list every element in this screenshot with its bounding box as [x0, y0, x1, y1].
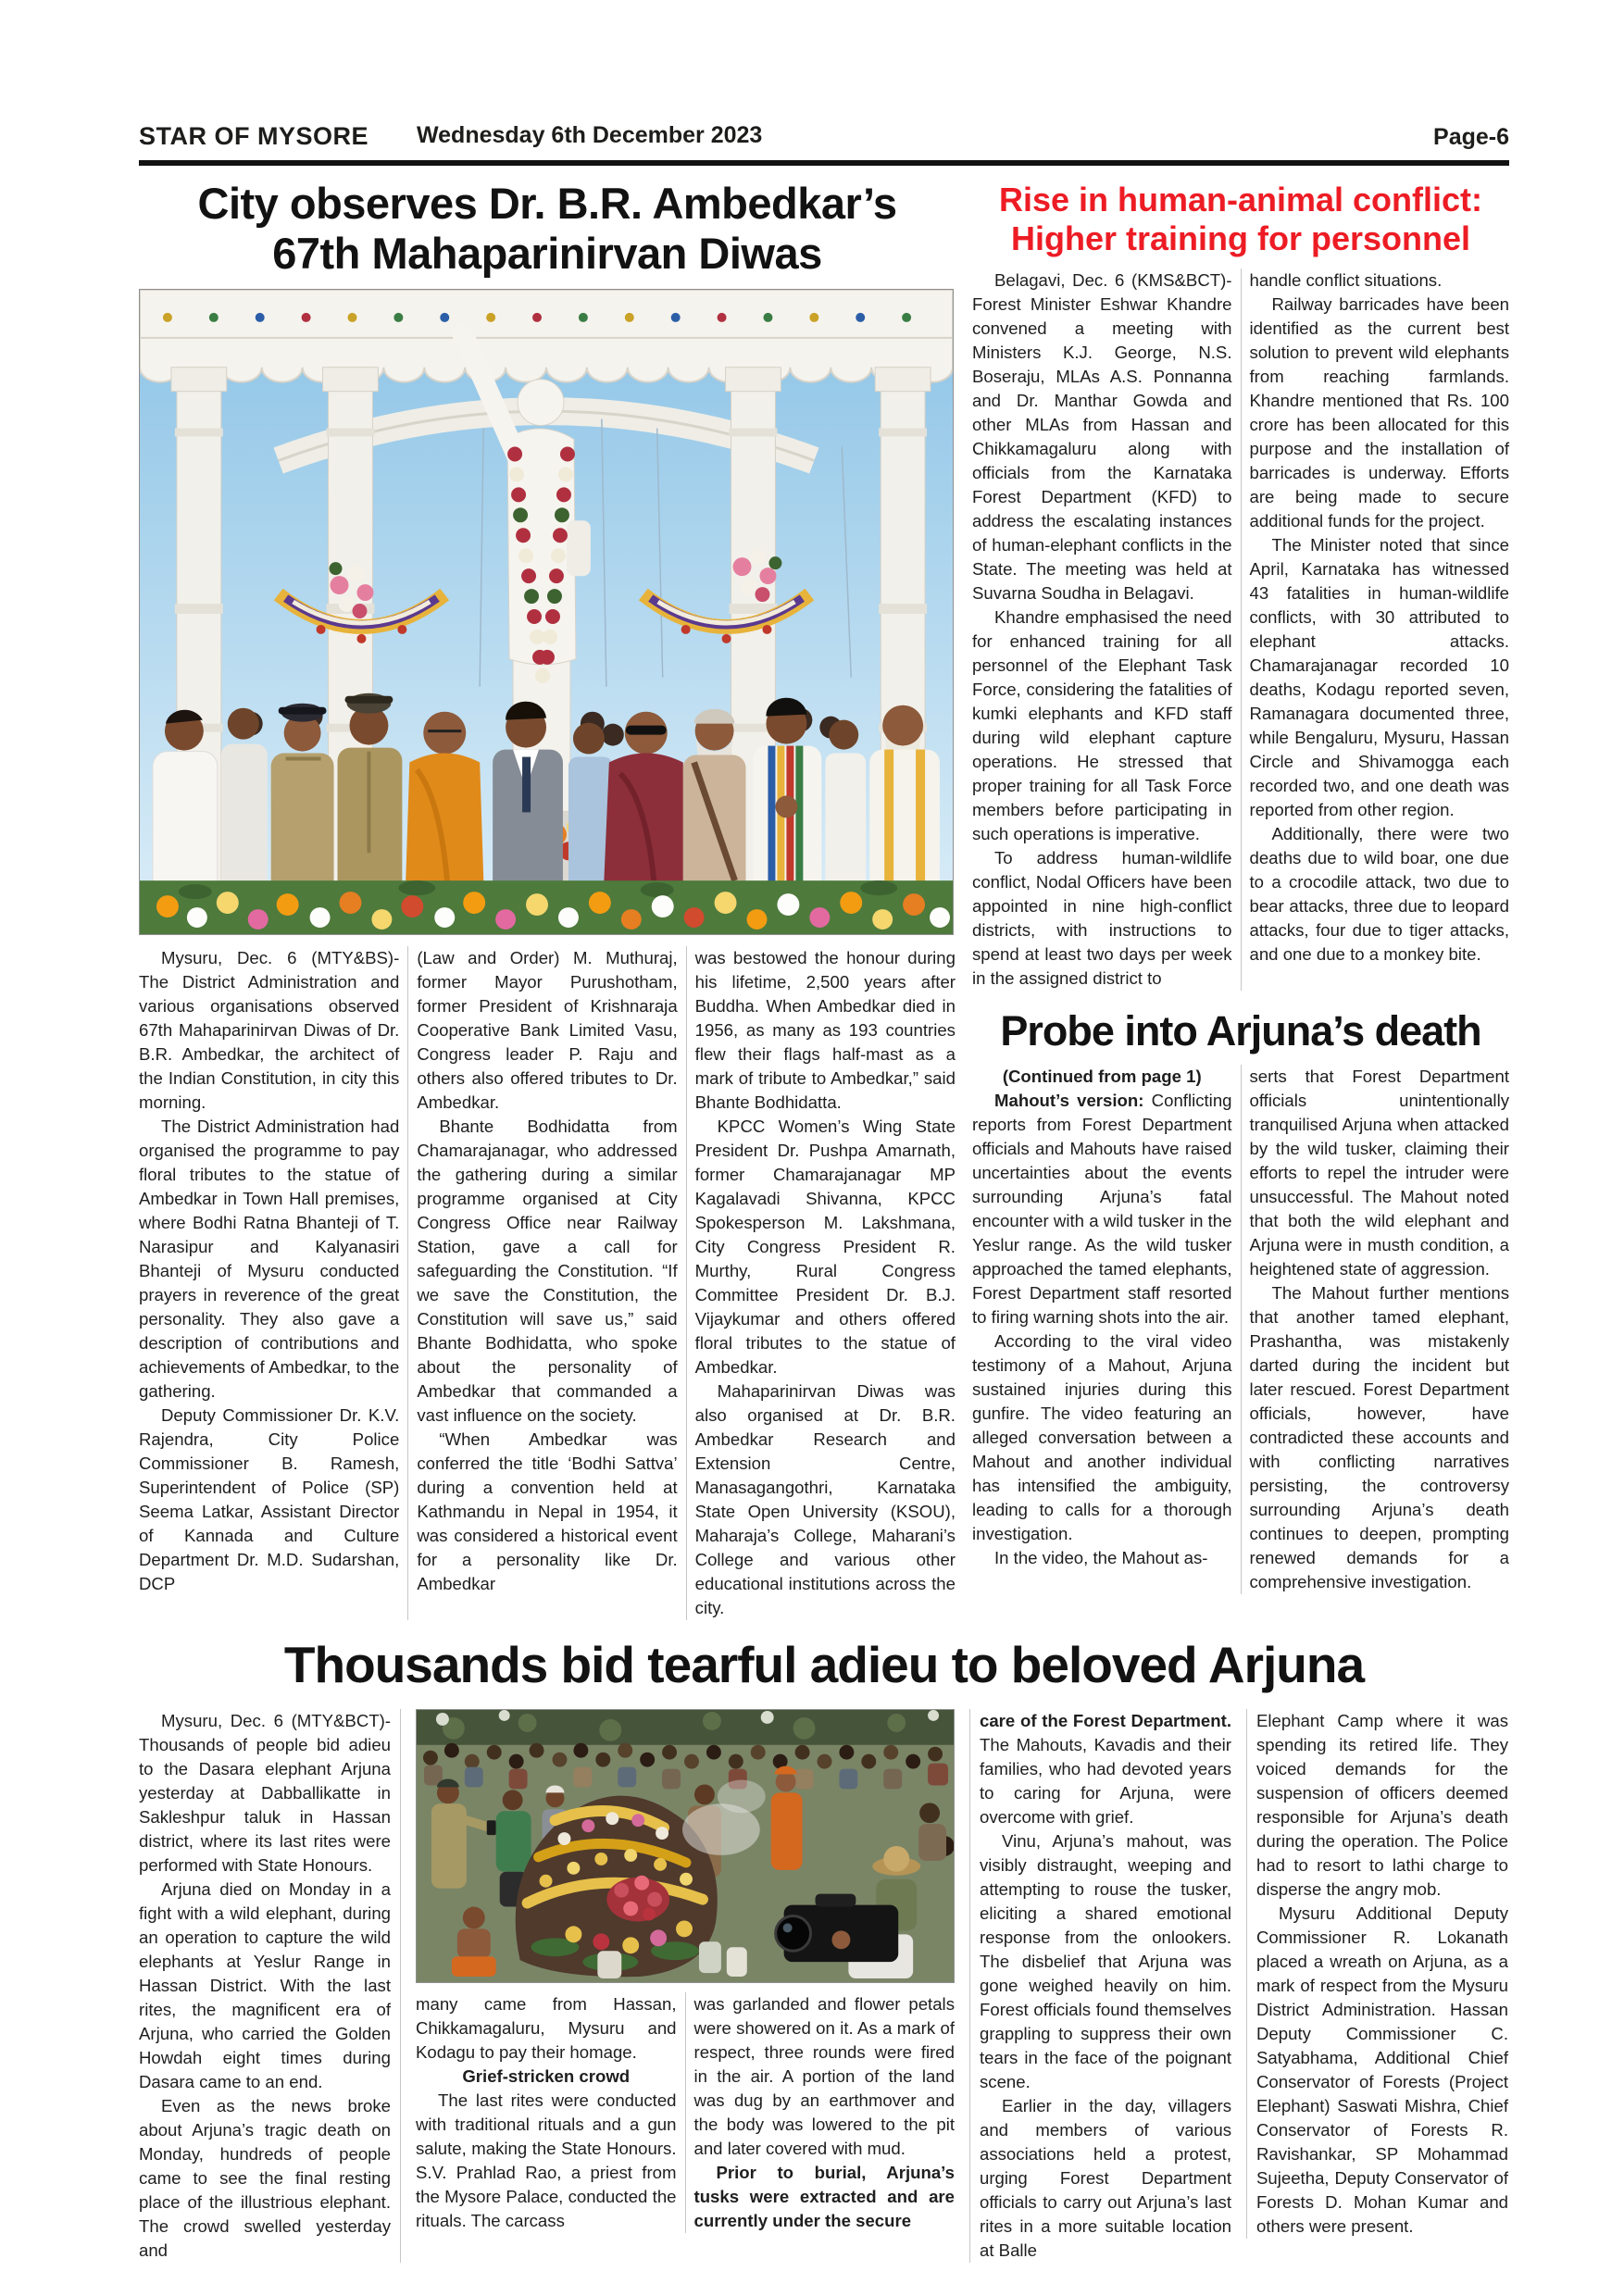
paragraph: was garlanded and flower petals were showered on it. As a mark of respect, three rounds were fired in the air. A portion of the land was dug by an earthmover and the body was lowered to the pit and later covered with mud.: [693, 1994, 955, 2159]
paragraph: (Law and Order) M. Muthuraj, former Mayor Purushotham, former President of Krishnaraja Cooperative Bank Limited Vasu, Congress leader P. Raju and others also offered tributes to Dr. Ambedkar.: [417, 948, 678, 1113]
probe-body: [972, 1065, 1509, 1594]
ambedkar-statue-floral-tribute-photo: [139, 289, 954, 935]
paragraph: In the video, the Mahout as-: [994, 1547, 1208, 1567]
paragraph: The last rites were conducted with traditional rituals and a gun salute, making the State Honours. S.V. Prahlad Rao, a priest from the Mysore Palace, conducted the rituals. The carcass: [416, 2090, 677, 2231]
probe-headline: Probe into Arjuna’s death: [1000, 1006, 1481, 1054]
arjuna-headline: Thousands bid tearful adieu to beloved Arjuna: [283, 1636, 1365, 1694]
header-rule: [139, 160, 1509, 166]
paragraph: handle conflict situations.: [1249, 269, 1443, 290]
article-arjuna-farewell: [139, 1635, 1509, 2263]
masthead: STAR OF MYSORE: [139, 122, 369, 150]
edition-date: Wednesday 6th December 2023: [417, 122, 763, 148]
conflict-col-1: [972, 268, 1242, 991]
arjuna-col-2: [416, 1992, 686, 2233]
mahaparinirvan-body: [139, 946, 956, 1620]
paragraph: Arjuna died on Monday in a fight with a wild elephant, during an operation to capture the wild elephants at Yeslur Range in Hassan District. With the last rites, the magnificent era of Arjuna, who carried the Golden Howdah eight times during Dasara came to an end.: [139, 1879, 391, 2092]
conflict-headline-line-2: Higher training for personnel: [1010, 219, 1471, 258]
paragraph: Mysuru, Dec. 6 (MTY&BCT)- Thousands of people bid adieu to the Dasara elephant Arjuna yesterday at Dabballikatte in Sakleshpur taluk in Hassan district, where its last rites were performed with State Honours.: [139, 1711, 391, 1876]
arjuna-col-5: [1246, 1709, 1508, 2239]
paragraph: Additionally, there were two deaths due to wild boar, one due to a crocodile attack, two due to bear attacks, three due to leopard attacks, four due to tiger attacks, and one due to a monkey bite.: [1249, 823, 1509, 964]
arjuna-col-4: [969, 1709, 1231, 2263]
probe-col-1: [972, 1065, 1242, 1594]
arjuna-mid-cols: [416, 1992, 955, 2233]
paragraph: Belagavi, Dec. 6 (KMS&BCT)- Forest Minister Eshwar Khandre convened a meeting with Ministers K.J. George, N.S. Boseraju, MLAs A.S. Ponnanna and Dr. Manthar Gowda and other MLAs from Hassan and Chikkamagaluru along with officials from the Karnataka Forest Department (KFD) to address the escalating instances of human-elephant conflicts in the State. The meeting was held at Suvarna Soudha in Belagavi.: [972, 269, 1232, 603]
paragraph: Mysuru, Dec. 6 (MTY&BS)- The District Administration and various organisations observed 67th Mahaparinirvan Diwas of Dr. B.R. Ambedkar, the architect of the Indian Constitution, in city this morning.: [139, 948, 400, 1113]
paragraph: Grief-stricken crowd: [462, 2066, 631, 2087]
headline-line-1: City observes Dr. B.R. Ambedkar’s: [197, 179, 897, 228]
paragraph: Even as the news broke about Arjuna’s tragic death on Monday, hundreds of people came to see the final resting place of the illustrious elephant. The crowd swelled yesterday and: [139, 2096, 391, 2261]
paragraph: “When Ambedkar was conferred the title ‘Bodhi Sattva’ during a convention held at Kathmandu in Nepal in 1954, it was considered a historical event for a personality like Dr. Ambedkar: [417, 1429, 678, 1594]
arjuna-col-3: [686, 1992, 956, 2233]
conflict-headline: [972, 181, 1509, 259]
conflict-body: [972, 268, 1509, 991]
paragraph: Vinu, Arjuna’s mahout, was visibly distraught, weeping and attempting to rouse the tusker, eliciting a shared emotional response from the onlookers. The disbelief that Arjuna was gone weighed heavily on him. Forest officials found themselves grappling to suppress their own tears in the face of the poignant scene.: [980, 1831, 1231, 2092]
paragraph: Mahaparinirvan Diwas was also organised at Dr. B.R. Ambedkar Research and Extension Centre, Manasagangothri, Karnataka State Open University (KSOU), Maharaja’s College, Maharani’s College and various other educational institutions across the city.: [694, 1381, 956, 1618]
mahaparinirvan-col-2: [408, 946, 686, 1620]
paragraph: Mahout’s version: Conflicting reports from Forest Department officials and Mahouts have raised uncertainties about the events surrounding Arjuna’s fatal encounter with a wild tusker in the Yeslur range. As the wild tusker approached the tamed elephants, Forest Department staff resorted to firing warning shots into the air.: [972, 1090, 1232, 1327]
mahaparinirvan-col-3: [687, 946, 956, 1620]
paragraph: Mysuru Additional Deputy Commissioner R. Lokanath placed a wreath on Arjuna, as a mark of respect from the Mysuru District Administration. Hassan Deputy Commissioner C. Satyabhama, Additional Chief Conservator of Forests (Project Elephant) Saswati Mishra, Chief Conservator of Forests R. Ravishankar, SP Mohammad Sujeetha, Deputy Conservator of Forests D. Mohan Kumar and others were present.: [1256, 1903, 1508, 2237]
ambedkar-photo-illustration: [140, 290, 953, 934]
paragraph: (Continued from page 1): [1002, 1066, 1202, 1086]
paragraph: care of the Forest Department. The Mahouts, Kavadis and their families, who had devoted years to caring for Arjuna, were overcome with grief.: [980, 1711, 1231, 1828]
arjuna-last-rites-crowd-photo: [416, 1709, 955, 1983]
paragraph: Bhante Bodhidatta from Chamarajanagar, who addressed the gathering during a similar programme organised at City Congress Office near Railway Station, gave a call for safeguarding the Constitution. “If we save the Constitution, the Constitution will save us,” said Bhante Bodhidatta, who spoke about the personality of Ambedkar that commanded a vast influence on the society.: [417, 1117, 678, 1426]
paragraph: Elephant Camp where it was spending its retired life. They voiced demands for the suspension of officers deemed responsible for Arjuna’s death during the operation. The Police had to resort to lathi charge to disperse the angry mob.: [1256, 1711, 1508, 1900]
paragraph: Deputy Commissioner Dr. K.V. Rajendra, City Police Commissioner B. Ramesh, Superintendent of Police (SP) Seema Latkar, Assistant Director of Kannada and Culture Department Dr. M.D. Sudarshan, DCP: [139, 1405, 400, 1594]
article-mahaparinirvan-diwas: [139, 177, 956, 1620]
paragraph: According to the viral video testimony of a Mahout, Arjuna sustained injuries during this gunfire. The video featuring an alleged conversation between a Mahout and another individual has intensified the ambiguity, leading to calls for a thorough investigation.: [972, 1330, 1232, 1543]
conflict-col-2: [1242, 268, 1510, 991]
paragraph: The Minister noted that since April, Karnataka has witnessed 43 fatalities in human-wildlife conflicts, with 30 attributed to elephant attacks. Chamarajanagar recorded 10 deaths, Kodagu reported seven, Ramanagara documented three, while Bengaluru, Mysuru, Hassan Circle and Shivamogga each recorded two, and one death was reported from other region.: [1249, 534, 1509, 819]
conflict-headline-line-1: Rise in human-animal conflict:: [998, 181, 1483, 218]
paragraph: The Mahout further mentions that another tamed elephant, Prashantha, was mistakenly darted during the incident but later rescued. Forest Department officials, however, have contradicted these accounts and with conflicting narratives persisting, the controversy surrounding Arjuna’s death continues to deepen, prompting renewed demands for a comprehensive investigation.: [1249, 1282, 1509, 1591]
paragraph: Railway barricades have been identified as the current best solution to prevent wild elephants from reaching farmlands. Khandre mentioned that Rs. 100 crore has been allocated for this purpose and the installation of barricades is underway. Efforts are being made to secure additional funds for the project.: [1249, 293, 1509, 530]
paragraph: was bestowed the honour during his lifetime, 2,500 years after Buddha. When Ambedkar died in 1956, as many as 193 countries flew their flags half-mast as a mark of tribute to Ambedkar,” said Bhante Bodhidatta.: [694, 948, 956, 1113]
paragraph: Earlier in the day, villagers and members of various associations held a protest, urging Forest Department officials to carry out Arjuna’s last rites in a more suitable location at Balle: [980, 2096, 1231, 2261]
right-column-articles: [972, 177, 1509, 1594]
paragraph: many came from Hassan, Chikkamagaluru, Mysuru and Kodagu to pay their homage.: [416, 1994, 677, 2063]
mahaparinirvan-col-1: [139, 946, 408, 1620]
arjuna-photo-illustration: [417, 1710, 954, 1982]
headline-line-2: 67th Mahaparinirvan Diwas: [272, 228, 822, 278]
paragraph: KPCC Women’s Wing State President Dr. Pushpa Amarnath, former Chamarajanagar MP Kagalavadi Shivanna, KPCC Spokesperson M. Lakshmana, City Congress President R. Murthy, Rural Congress Committee President Dr. B.J. Vijaykumar and others offered floral tributes to the statue of Ambedkar.: [694, 1117, 956, 1378]
probe-col-2: [1242, 1065, 1510, 1594]
arjuna-col-1: [139, 1709, 401, 2263]
page-number: Page-6: [1433, 124, 1509, 150]
paragraph: Prior to burial, Arjuna’s tusks were extracted and are currently under the secure: [693, 2163, 955, 2231]
paragraph: To address human-wildlife conflict, Nodal Officers have been appointed in nine high-conflict districts, with instructions to spend at least two days per week in the assigned district to: [972, 847, 1232, 988]
page-header: [139, 122, 1509, 160]
paragraph: The District Administration had organised the programme to pay floral tributes to the statue of Ambedkar in Town Hall premises, where Bodhi Ratna Bhanteji of T. Narasipur and Kalyanasiri Bhanteji of Mysuru conducted prayers in reverence of the great personality. They also gave a description of contributions and achievements of Ambedkar, to the gathering.: [139, 1117, 400, 1402]
paragraph: serts that Forest Department officials unintentionally tranquilised Arjuna when attacked by the wild tusker, claiming their efforts to repel the intruder were unsuccessful. The Mahout noted that both the wild elephant and Arjuna were in musth condition, a heightened state of aggression.: [1249, 1066, 1509, 1279]
mahaparinirvan-headline: [139, 179, 956, 278]
arjuna-photo-and-text: [416, 1709, 955, 2233]
paragraph: Khandre emphasised the need for enhanced training for all personnel of the Elephant Task Force, considering the fatalities of kumki elephants and KFD staff during wild elephant capture operations. He stressed that proper training for all Task Force members before participating in such operations is imperative.: [972, 606, 1232, 843]
